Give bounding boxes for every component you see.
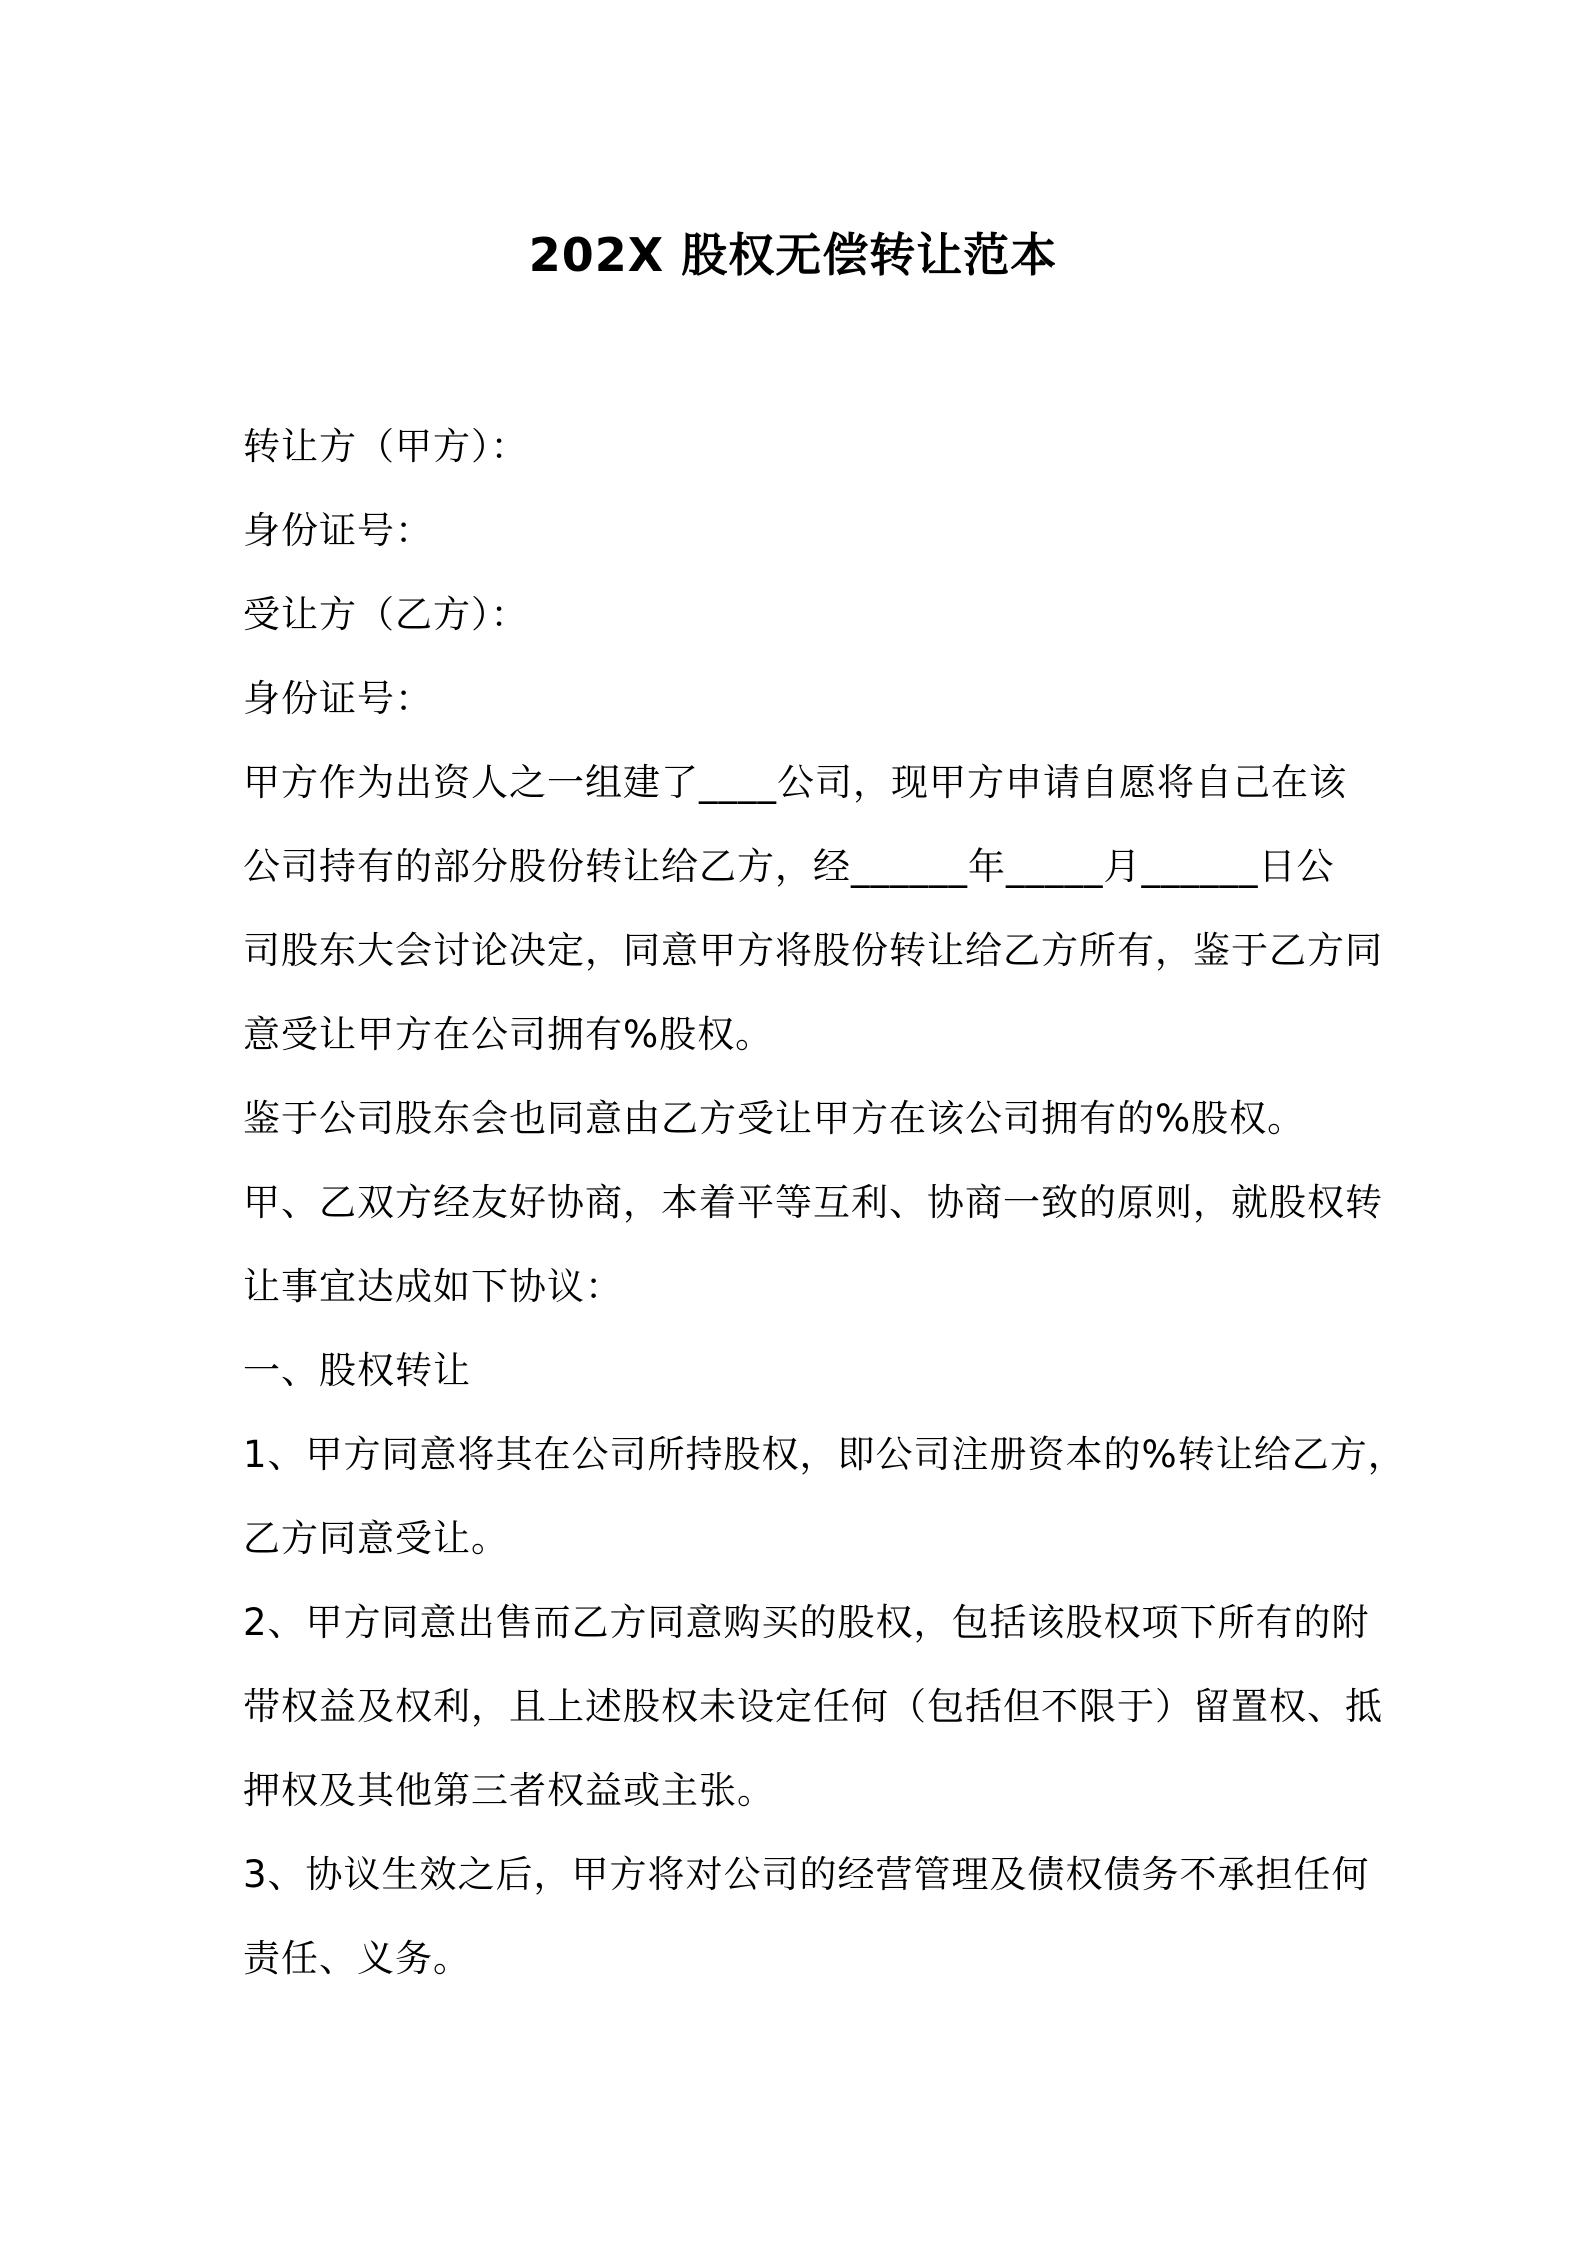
clause-line: 责任、义务。 bbox=[243, 1937, 471, 1980]
clause-line: 2、甲方同意出售而乙方同意购买的股权，包括该股权项下所有的附 bbox=[243, 1601, 1370, 1644]
paragraph-line: 公司持有的部分股份转让给乙方，经______年_____月______日公 bbox=[243, 845, 1335, 888]
transferee-label: 受让方（乙方）： bbox=[243, 593, 529, 636]
clause-line: 1、甲方同意将其在公司所持股权，即公司注册资本的%转让给乙方， bbox=[243, 1433, 1406, 1476]
document-body bbox=[243, 405, 1406, 2001]
paragraph-line: 司股东大会讨论决定，同意甲方将股份转让给乙方所有，鉴于乙方同 bbox=[243, 929, 1383, 972]
document-title: 202X 股权无偿转让范本 bbox=[528, 228, 1058, 282]
paragraph-line: 甲方作为出资人之一组建了____公司，现甲方申请自愿将自己在该 bbox=[243, 761, 1347, 804]
clause-line: 乙方同意受让。 bbox=[243, 1517, 509, 1560]
clause-line: 带权益及权利，且上述股权未设定任何（包括但不限于）留置权、抵 bbox=[243, 1685, 1383, 1728]
paragraph-line: 甲、乙双方经友好协商，本着平等互利、协商一致的原则，就股权转 bbox=[243, 1181, 1383, 1224]
paragraph-line: 让事宜达成如下协议： bbox=[243, 1265, 623, 1308]
clause-line: 押权及其他第三者权益或主张。 bbox=[243, 1769, 775, 1812]
section-heading: 一、股权转让 bbox=[243, 1349, 471, 1392]
paragraph-line: 意受让甲方在公司拥有%股权。 bbox=[243, 1013, 774, 1056]
paragraph-line: 鉴于公司股东会也同意由乙方受让甲方在该公司拥有的%股权。 bbox=[243, 1097, 1306, 1140]
transferee-id-label: 身份证号： bbox=[243, 677, 433, 720]
transferor-id-label: 身份证号： bbox=[243, 509, 433, 552]
transferor-label: 转让方（甲方）： bbox=[243, 425, 529, 468]
clause-line: 3、协议生效之后，甲方将对公司的经营管理及债权债务不承担任何 bbox=[243, 1853, 1370, 1896]
